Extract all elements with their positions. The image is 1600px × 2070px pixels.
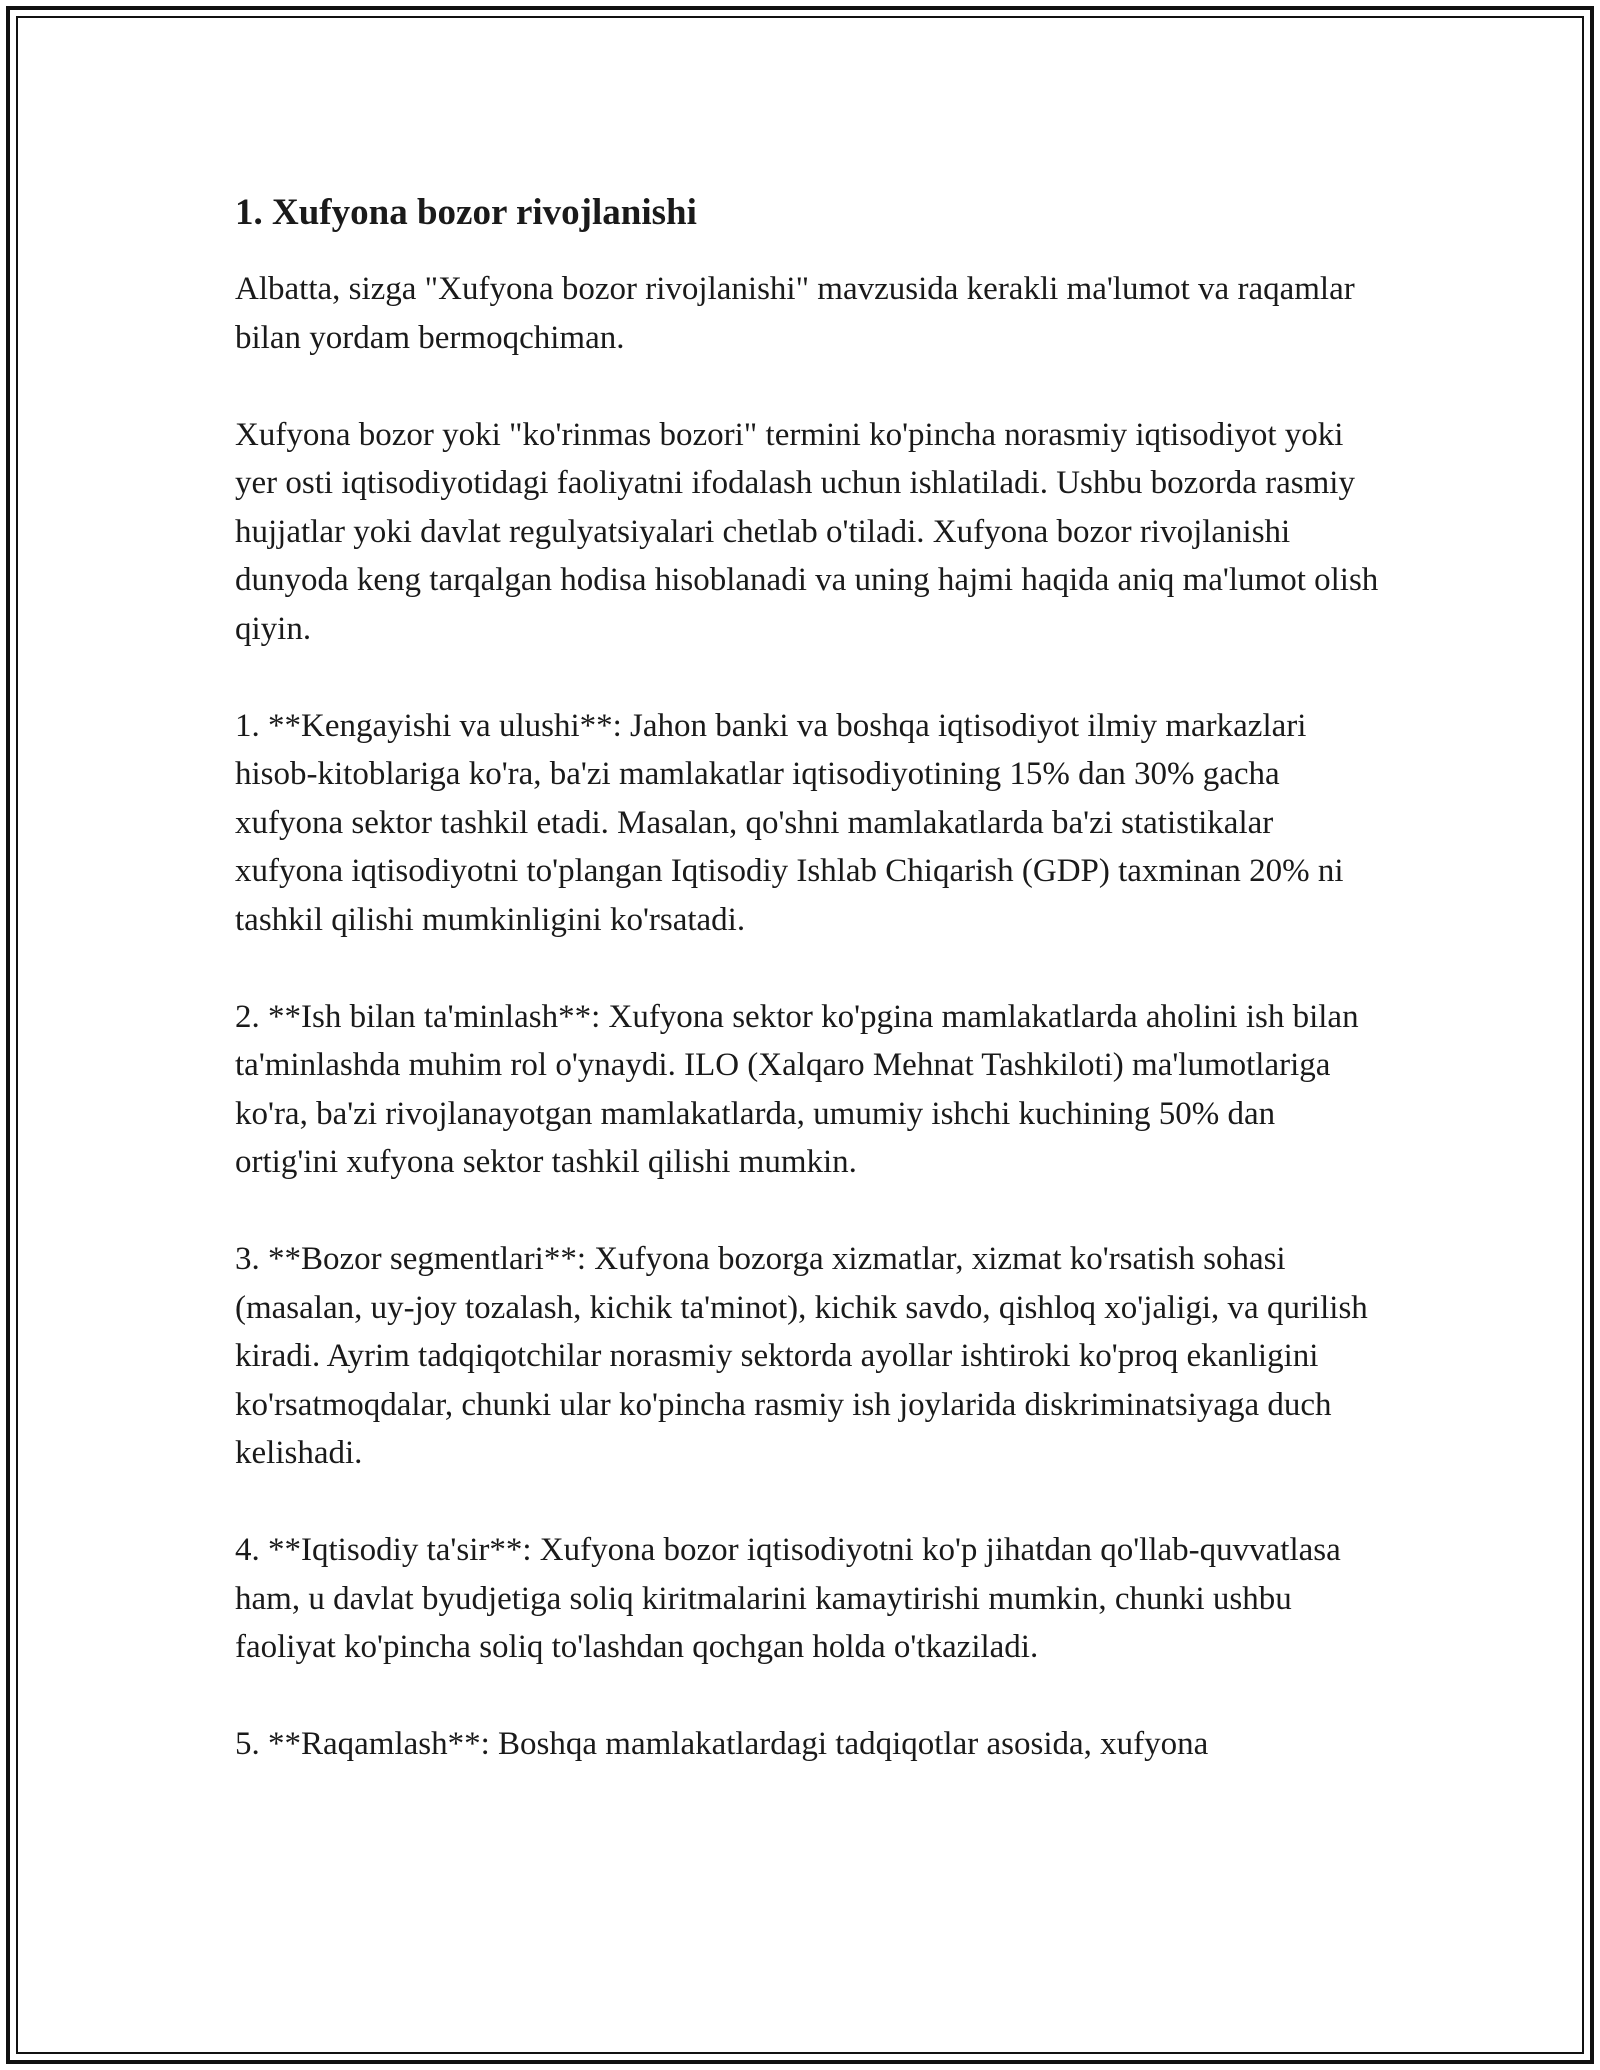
paragraph-intro: Albatta, sizga "Xufyona bozor rivojlanishi" mavzusida kerakli ma'lumot va raqamlar bilan yordam bermoqchiman. [235, 271, 1355, 356]
document-title: 1. Xufyona bozor rivojlanishi [235, 192, 697, 233]
list-item-iqtisodiy-tasir: 4. **Iqtisodiy ta'sir**: Xufyona bozor iqtisodiyotni ko'p jihatdan qo'llab-quvvatlasa ham, u davlat byudjetiga soliq kiritmalarini kamaytirishi mumkin, chunki ushbu faoliyat ko'pincha soliq to'lashdan qochgan holda o'tkaziladi. [235, 1532, 1341, 1665]
list-item-bozor-segmentlari: 3. **Bozor segmentlari**: Xufyona bozorga xizmatlar, xizmat ko'rsatish sohasi (masalan, uy-joy tozalash, kichik ta'minot), kichik savdo, qishloq xo'jaligi, va qurilish kiradi. Ayrim tadqiqotchilar norasmiy sektorda ayollar ishtiroki ko'proq ekanligini ko'rsatmoqdalar, chunki ular ko'pincha rasmiy ish joylarida diskriminatsiyaga duch kelishadi. [235, 1241, 1368, 1471]
document-body [235, 185, 1385, 1817]
list-item-kengayishi: 1. **Kengayishi va ulushi**: Jahon banki va boshqa iqtisodiyot ilmiy markazlari hisob-kitoblariga ko'ra, ba'zi mamlakatlar iqtisodiyotining 15% dan 30% gacha xufyona sektor tashkil etadi. Masalan, qo'shni mamlakatlarda ba'zi statistikalar xufyona iqtisodiyotni to'plangan Iqtisodiy Ishlab Chiqarish (GDP) taxminan 20% ni tashkil qilishi mumkinligini ko'rsatadi. [235, 707, 1344, 938]
paragraph-definition: Xufyona bozor yoki "ko'rinmas bozori" termini ko'pincha norasmiy iqtisodiyot yoki yer osti iqtisodiyotidagi faoliyatni ifodalash uchun ishlatiladi. Ushbu bozorda rasmiy hujjatlar yoki davlat regulyatsiyalari chetlab o'tiladi. Xufyona bozor rivojlanishi dunyoda keng tarqalgan hodisa hisoblanadi va uning hajmi haqida aniq ma'lumot olish qiyin. [235, 416, 1379, 647]
list-item-ish-bilan: 2. **Ish bilan ta'minlash**: Xufyona sektor ko'pgina mamlakatlarda aholini ish bilan ta'minlashda muhim rol o'ynaydi. ILO (Xalqaro Mehnat Tashkiloti) ma'lumotlariga ko'ra, ba'zi rivojlanayotgan mamlakatlarda, umumiy ishchi kuchining 50% dan ortig'ini xufyona sektor tashkil qilishi mumkin. [235, 998, 1359, 1180]
list-item-raqamlash: 5. **Raqamlash**: Boshqa mamlakatlardagi tadqiqotlar asosida, xufyona [235, 1726, 1209, 1762]
